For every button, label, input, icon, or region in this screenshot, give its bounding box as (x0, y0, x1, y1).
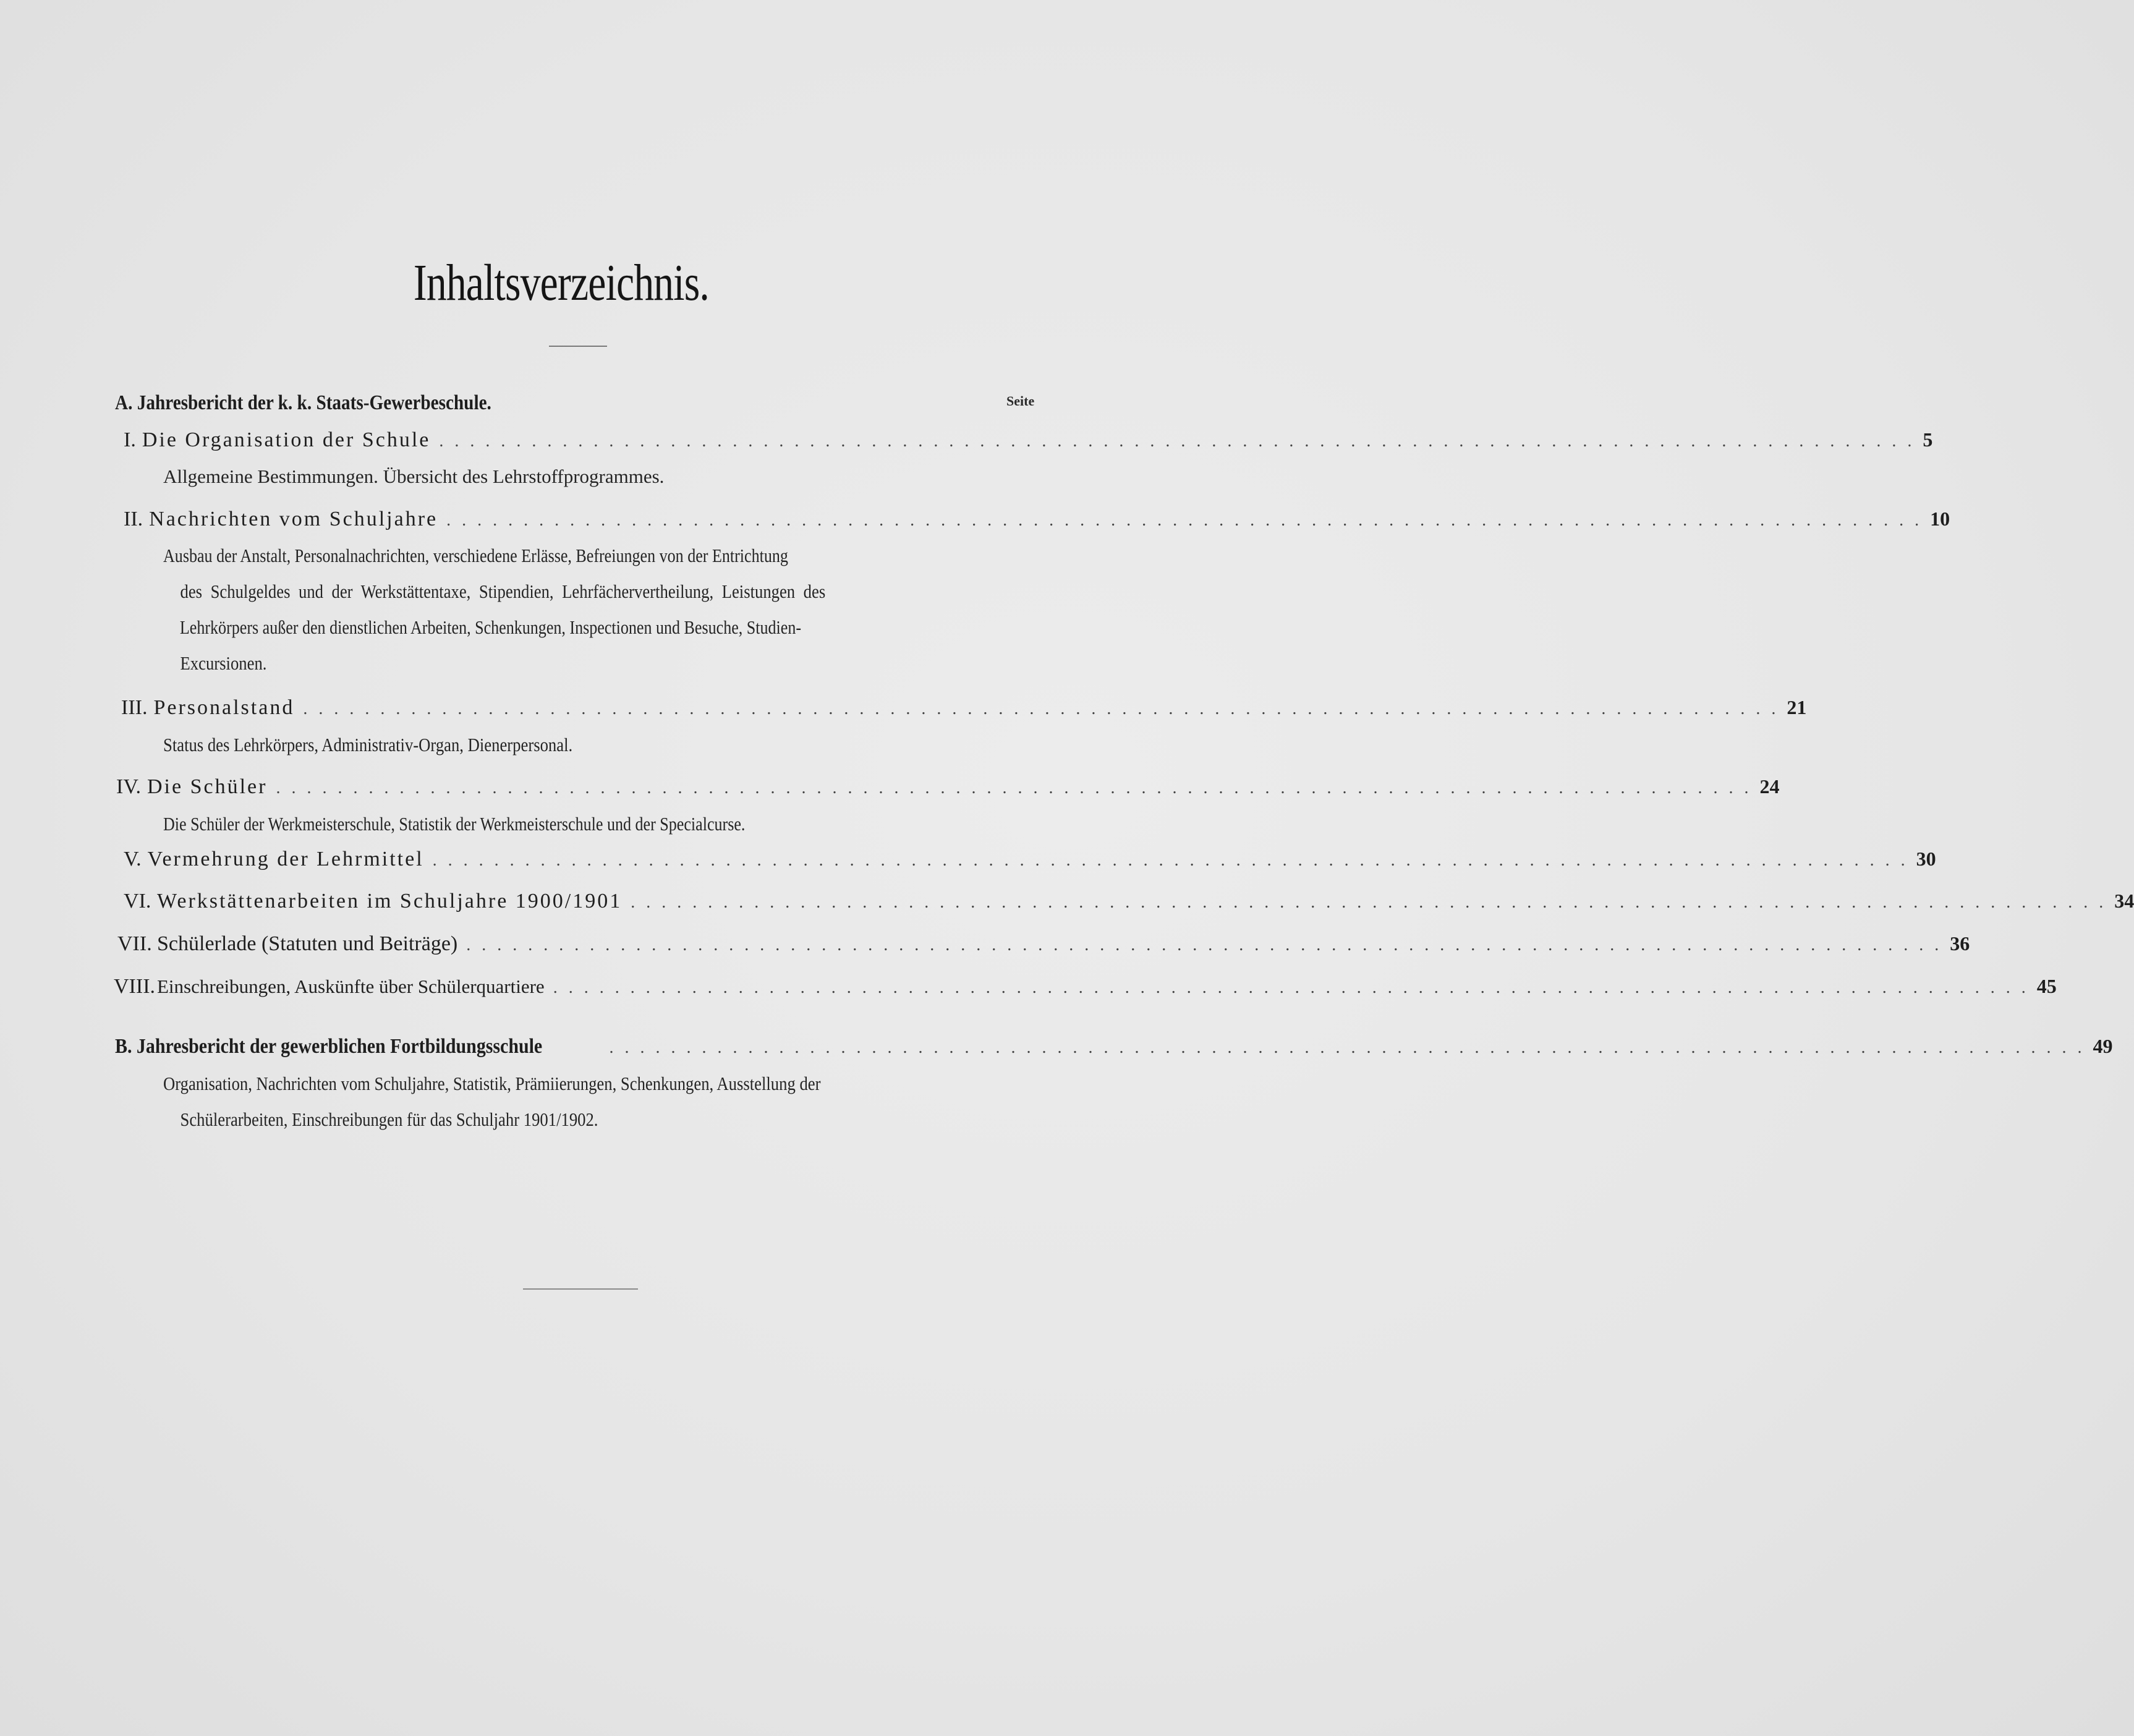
description-line: Organisation, Nachrichten vom Schuljahre, Statistik, Prämiierungen, Schenkungen, Ausstellung der (163, 1073, 821, 1094)
entry-label: Vermehrung der Lehrmittel (147, 848, 424, 870)
section-a-heading (115, 391, 919, 415)
leader-dots: ................................................................................................ (446, 511, 1931, 530)
entry-label: Werkstättenarbeiten im Schuljahre 1900/1901 (157, 890, 623, 913)
entry-numeral: I. (124, 428, 136, 451)
description-line: Die Schüler der Werkmeisterschule, Statistik der Werkmeisterschule und der Specialcurse. (163, 813, 746, 835)
toc-entry[interactable] (117, 931, 1970, 958)
toc-entry[interactable] (124, 846, 1936, 873)
leader-dots: ................................................................................................ (553, 978, 2037, 997)
page-column-label: Seite (1006, 393, 1035, 409)
entry-label: Nachrichten vom Schuljahre (149, 508, 438, 530)
entry-page-number: 34 (2114, 890, 2134, 912)
leader-dots: ................................................................................................ (432, 851, 1916, 870)
entry-description (163, 727, 1041, 763)
description-line: des Schulgeldes und der Werkstättentaxe, Stipendien, Lehrfächervertheilung, Leistungen des (180, 581, 826, 602)
entry-numeral: II. (124, 508, 143, 530)
entry-description (163, 806, 1041, 842)
section-description (163, 1066, 1041, 1138)
entry-page-number: 36 (1950, 932, 1970, 955)
leader-dots: ................................................................................................ (609, 1038, 2093, 1057)
leader-dots: ................................................................................................ (631, 893, 2115, 912)
description-line: Status des Lehrkörpers, Administrativ-Organ, Dienerpersonal. (163, 734, 573, 755)
entry-description (163, 459, 1041, 495)
entry-numeral: IV. (116, 775, 141, 798)
leader-dots: ................................................................................................ (303, 699, 1787, 718)
description-line: Allgemeine Bestimmungen. Übersicht des Lehrstoffprogrammes. (163, 466, 665, 487)
entry-page-number: 49 (2093, 1035, 2113, 1057)
entry-page-number: 5 (1923, 428, 1933, 451)
toc-entry[interactable] (121, 695, 1807, 721)
entry-page-number: 24 (1759, 775, 1780, 798)
leader-dots: ................................................................................................ (439, 432, 1923, 451)
title-divider (549, 346, 607, 347)
description-line: Lehrkörpers außer den dienstlichen Arbeiten, Schenkungen, Inspectionen und Besuche, Studien- (179, 616, 802, 638)
entry-numeral: III. (121, 696, 148, 719)
leader-dots: ................................................................................................ (276, 778, 1760, 798)
description-line: Ausbau der Anstalt, Personalnachrichten, verschiedene Erlässe, Befreiungen von der Entrichtung (163, 545, 788, 566)
toc-entry[interactable] (124, 888, 2134, 915)
toc-entry[interactable] (116, 774, 1780, 801)
toc-entry[interactable] (124, 427, 1933, 454)
toc-entry[interactable] (124, 506, 1950, 533)
section-heading-text: B. Jahresbericht der gewerblichen Fortbildungsschule (115, 1035, 543, 1058)
entry-numeral: V. (124, 848, 142, 870)
entry-numeral: VI. (124, 890, 151, 913)
entry-label: Einschreibungen, Auskünfte über Schülerquartiere (157, 976, 545, 997)
toc-entry[interactable] (114, 974, 2057, 1000)
entry-label: Personalstand (153, 696, 295, 719)
entry-page-number: 10 (1930, 508, 1950, 530)
toc-entry-section-b[interactable] (115, 1034, 2113, 1060)
section-heading-text: A. Jahresbericht der k. k. Staats-Gewerbeschule. (115, 391, 491, 414)
entry-page-number: 30 (1916, 848, 1936, 870)
description-line: Schülerarbeiten, Einschreibungen für das Schuljahr 1901/1902. (180, 1108, 598, 1130)
entry-label: Die Organisation der Schule (142, 428, 431, 451)
entry-page-number: 45 (2036, 975, 2057, 997)
description-line: Excursionen. (180, 652, 267, 674)
leader-dots: ................................................................................................ (466, 935, 1950, 955)
entry-description (163, 538, 1041, 681)
entry-numeral: VII. (117, 932, 152, 955)
entry-page-number: 21 (1787, 696, 1807, 718)
page-title: Inhaltsverzeichnis. (413, 254, 710, 312)
entry-numeral: VIII. (114, 975, 156, 998)
entry-label: Schülerlade (Statuten und Beiträge) (157, 932, 458, 955)
entry-label: Die Schüler (147, 775, 268, 798)
closing-divider (523, 1288, 638, 1290)
